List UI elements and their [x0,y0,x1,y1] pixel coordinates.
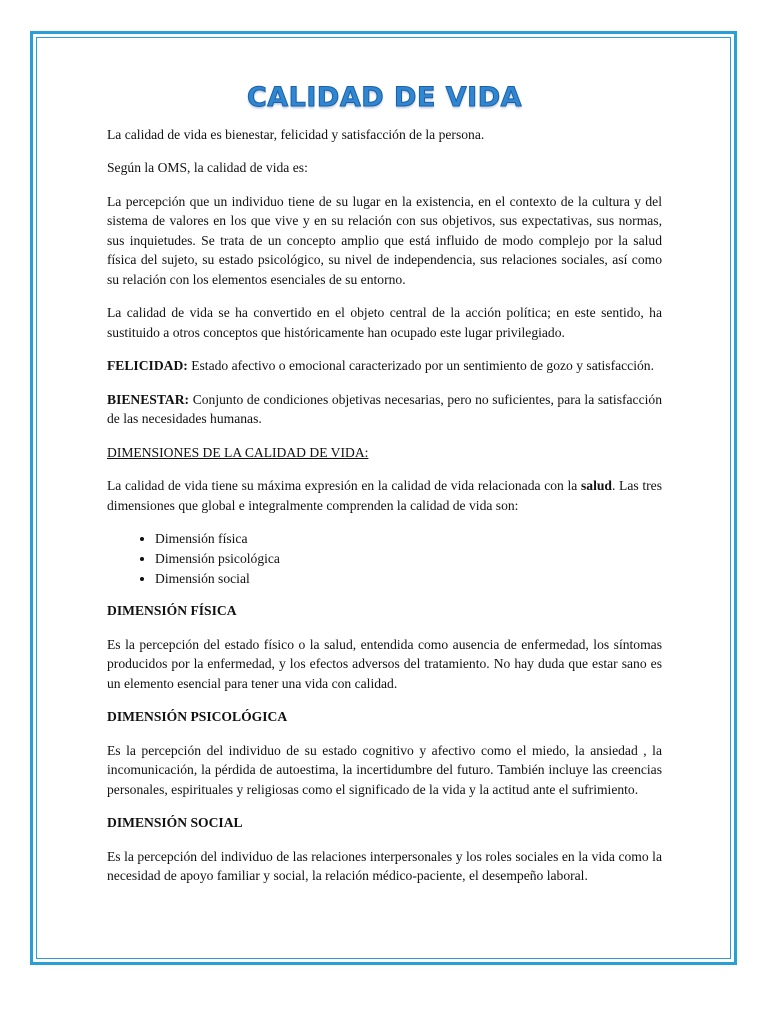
bienestar-term: BIENESTAR: [107,391,190,407]
psicologica-heading: DIMENSIÓN PSICOLÓGICA [107,709,288,724]
list-item: • Dimensión social [155,569,662,589]
document-body [107,82,662,900]
intro-paragraph: La calidad de vida es bienestar, felicidad y satisfacción de la persona. [107,126,485,142]
fisica-paragraph: Es la percepción del estado físico o la salud, entendida como ausencia de enfermedad, los síntomas producidos por la enfermedad, y los efectos adversos del tratamiento. No hay duda que estar sano es un elemento esencial para tener una vida con calidad. [107,636,662,691]
oms-intro-paragraph: Según la OMS, la calidad de vida es: [107,160,308,175]
psicologica-paragraph: Es la percepción del individuo de su estado cognitivo y afectivo como el miedo, la ansiedad , la incomunicación, la pérdida de autoestima, la incertidumbre del futuro. También incluye las creencias personales, espirituales y religiosas como el significado de la vida y la actitud ante el sufrimiento. [107,742,662,797]
list-item: • Dimensión física [155,529,662,549]
bienestar-definition [107,390,662,429]
dimension-list [107,529,662,589]
felicidad-term: FELICIDAD: [107,358,188,373]
felicidad-definition [107,356,662,376]
social-heading: DIMENSIÓN SOCIAL [107,815,243,830]
list-item: • Dimensión psicológica [155,549,662,569]
document-title: CALIDAD DE VIDA [246,82,523,113]
dimensions-intro-before: La calidad de vida tiene su máxima expresión en la calidad de vida relacionada con la [107,478,581,493]
dimensions-intro-after: . Las tres dimensiones que global e integralmente comprenden la calidad de vida son: [107,478,662,513]
bienestar-text: Conjunto de condiciones objetivas necesarias, pero no suficientes, para la satisfacción de las necesidades humanas. [107,391,662,426]
dimensions-intro-paragraph [107,476,662,515]
felicidad-text: Estado afectivo o emocional caracterizado por un sentimiento de gozo y satisfacción. [187,358,654,373]
social-paragraph: Es la percepción del individuo de las relaciones interpersonales y los roles sociales en la vida como la necesidad de apoyo familiar y social, la relación médico-paciente, el desempeño laboral. [107,848,662,883]
dimensions-heading: DIMENSIONES DE LA CALIDAD DE VIDA: [107,444,369,460]
political-paragraph: La calidad de vida se ha convertido en el objeto central de la acción política; en este sentido, ha sustituido a otros conceptos que históricamente han ocupado este lugar privilegiado. [107,305,662,340]
salud-term: salud [581,478,612,493]
oms-definition-paragraph: La percepción que un individuo tiene de su lugar en la existencia, en el contexto de la cultura y del sistema de valores en los que vive y en su relación con sus objetivos, sus expectativas, sus normas, sus inquietudes. Se trata de un concepto amplio que está influido de modo complejo por la salud física del sujeto, su estado psicológico, su nivel de independencia, sus relaciones sociales, así como su relación con los elementos esenciales de su entorno. [107,193,662,287]
fisica-heading: DIMENSIÓN FÍSICA [107,603,237,618]
